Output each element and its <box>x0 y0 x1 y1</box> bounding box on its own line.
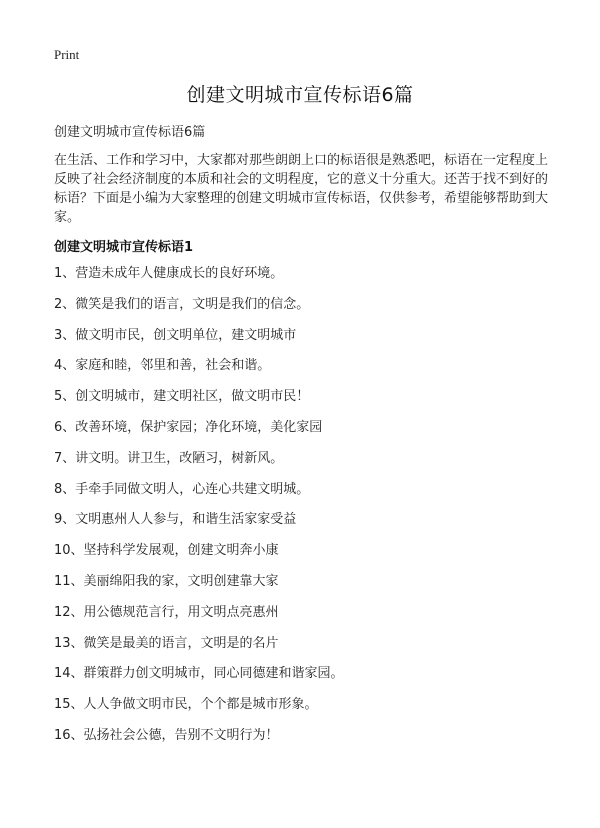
slogan-item: 5、创文明城市，建文明社区，做文明市民！ <box>54 389 310 405</box>
slogan-item: 12、用公德规范言行，用文明点亮惠州 <box>54 604 279 620</box>
print-label: Print <box>54 47 80 62</box>
slogan-item: 7、讲文明。讲卫生，改陋习，树新风。 <box>54 450 284 466</box>
slogan-item: 1、营造未成年人健康成长的良好环境。 <box>54 266 284 281</box>
slogan-item: 15、人人争做文明市民，个个都是城市形象。 <box>54 697 318 713</box>
slogan-item: 11、美丽绵阳我的家，文明创建靠大家 <box>54 573 279 589</box>
slogan-item: 16、弘扬社会公德，告别不文明行为！ <box>54 727 279 743</box>
document-title: 创建文明城市宣传标语6篇 <box>186 84 414 106</box>
slogan-item: 14、群策群力创文明城市，同心同德建和谐家园。 <box>54 666 344 682</box>
slogan-list <box>54 266 550 759</box>
slogan-item: 8、手牵手同做文明人，心连心共建文明城。 <box>54 481 310 497</box>
slogan-item: 3、做文明市民，创文明单位，建文明城市 <box>54 327 297 343</box>
slogan-item: 13、微笑是最美的语言，文明是的名片 <box>54 635 279 651</box>
slogan-item: 4、家庭和睦，邻里和善，社会和谐。 <box>54 358 271 374</box>
slogan-item: 9、文明惠州人人参与，和谐生活家家受益 <box>54 512 297 528</box>
slogan-item: 2、微笑是我们的语言，文明是我们的信念。 <box>54 296 310 312</box>
slogan-item: 10、坚持科学发展观，创建文明奔小康 <box>54 543 279 559</box>
document-subtitle: 创建文明城市宣传标语6篇 <box>54 125 206 140</box>
slogan-item: 6、改善环境，保护家园；净化环境，美化家园 <box>54 419 323 435</box>
intro-paragraph: 在生活、工作和学习中，大家都对那些朗朗上口的标语很是熟悉吧，标语在一定程度上反映了社会经济制度的本质和社会的文明程度，它的意义十分重大。还苦于找不到好的标语？下面是小编为大家整理的创建文明城市宣传标语，仅供参考，希望能够帮助到大家。 <box>54 153 549 225</box>
section-heading: 创建文明城市宣传标语1 <box>54 240 194 255</box>
